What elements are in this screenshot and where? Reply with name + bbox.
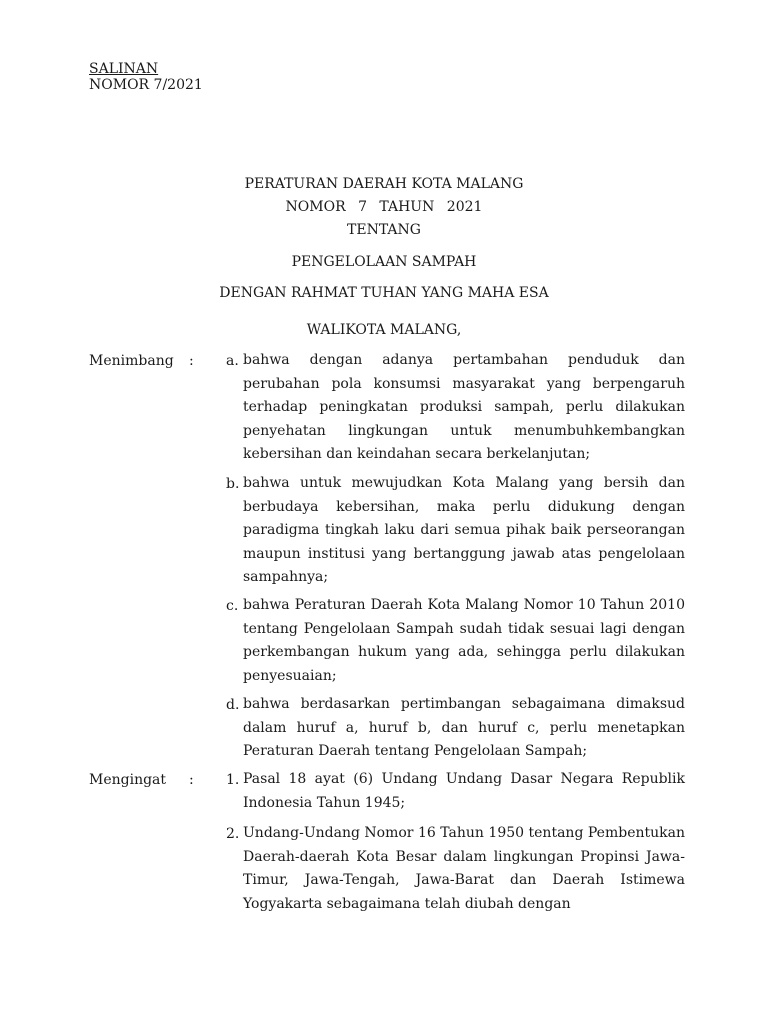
menimbang-label: Menimbang [89, 353, 174, 369]
salinan-label: SALINAN [89, 61, 159, 77]
issuer: WALIKOTA MALANG, [306, 322, 462, 338]
mengingat-colon: : [189, 772, 194, 788]
salinan-header [89, 61, 203, 93]
regulation-number: NOMOR 7 TAHUN 2021 [285, 199, 483, 215]
menimbang-item-d-mark: d. [226, 697, 240, 713]
menimbang-item-b-text: bahwa untuk mewujudkan Kota Malang yang bersih dan berbudaya kebersihan, maka perlu didukung dengan paradigma tingkah laku dari semua pihak baik perseorangan maupun institusi yang bertanggung jawab atas pengelolaan sampahnya; [243, 475, 685, 585]
invocation: DENGAN RAHMAT TUHAN YANG MAHA ESA [219, 285, 549, 301]
menimbang-item-d-text: bahwa berdasarkan pertimbangan sebagaimana dimaksud dalam huruf a, huruf b, dan huruf c, perlu menetapkan Peraturan Daerah tentang Pengelolaan Sampah; [243, 696, 685, 759]
mengingat-item-1-mark: 1. [226, 772, 240, 788]
menimbang-item-a-mark: a. [226, 353, 239, 369]
menimbang-colon: : [189, 353, 194, 369]
salinan-number: NOMOR 7/2021 [89, 77, 203, 93]
mengingat-item-1-text: Pasal 18 ayat (6) Undang Undang Dasar Negara Republik Indonesia Tahun 1945; [243, 771, 685, 811]
menimbang-item-b-mark: b. [226, 476, 240, 492]
regulation-subject: PENGELOLAAN SAMPAH [291, 254, 477, 270]
menimbang-item-c-text: bahwa Peraturan Daerah Kota Malang Nomor 10 Tahun 2010 tentang Pengelolaan Sampah sudah tidak sesuai lagi dengan perkembangan hukum yang ada, sehingga perlu dilakukan penyesuaian; [243, 597, 685, 684]
menimbang-item-c-mark: c. [226, 598, 239, 614]
regulation-title: PERATURAN DAERAH KOTA MALANG [244, 176, 524, 192]
tentang-label: TENTANG [347, 222, 421, 238]
menimbang-item-a-text: bahwa dengan adanya pertambahan penduduk dan perubahan pola konsumsi masyarakat yang berpengaruh terhadap peningkatan produksi sampah, perlu dilakukan penyehatan lingkungan untuk menumbuhkembangkan kebersihan dan keindahan secara berkelanjutan; [243, 352, 685, 462]
mengingat-item-2-text: Undang-Undang Nomor 16 Tahun 1950 tentang Pembentukan Daerah-daerah Kota Besar dalam lingkungan Propinsi Jawa-Timur, Jawa-Tengah, Jawa-Barat dan Daerah Istimewa Yogyakarta sebagaimana telah diubah dengan [243, 825, 685, 912]
mengingat-label: Mengingat [89, 772, 167, 788]
mengingat-item-2-mark: 2. [226, 826, 240, 842]
